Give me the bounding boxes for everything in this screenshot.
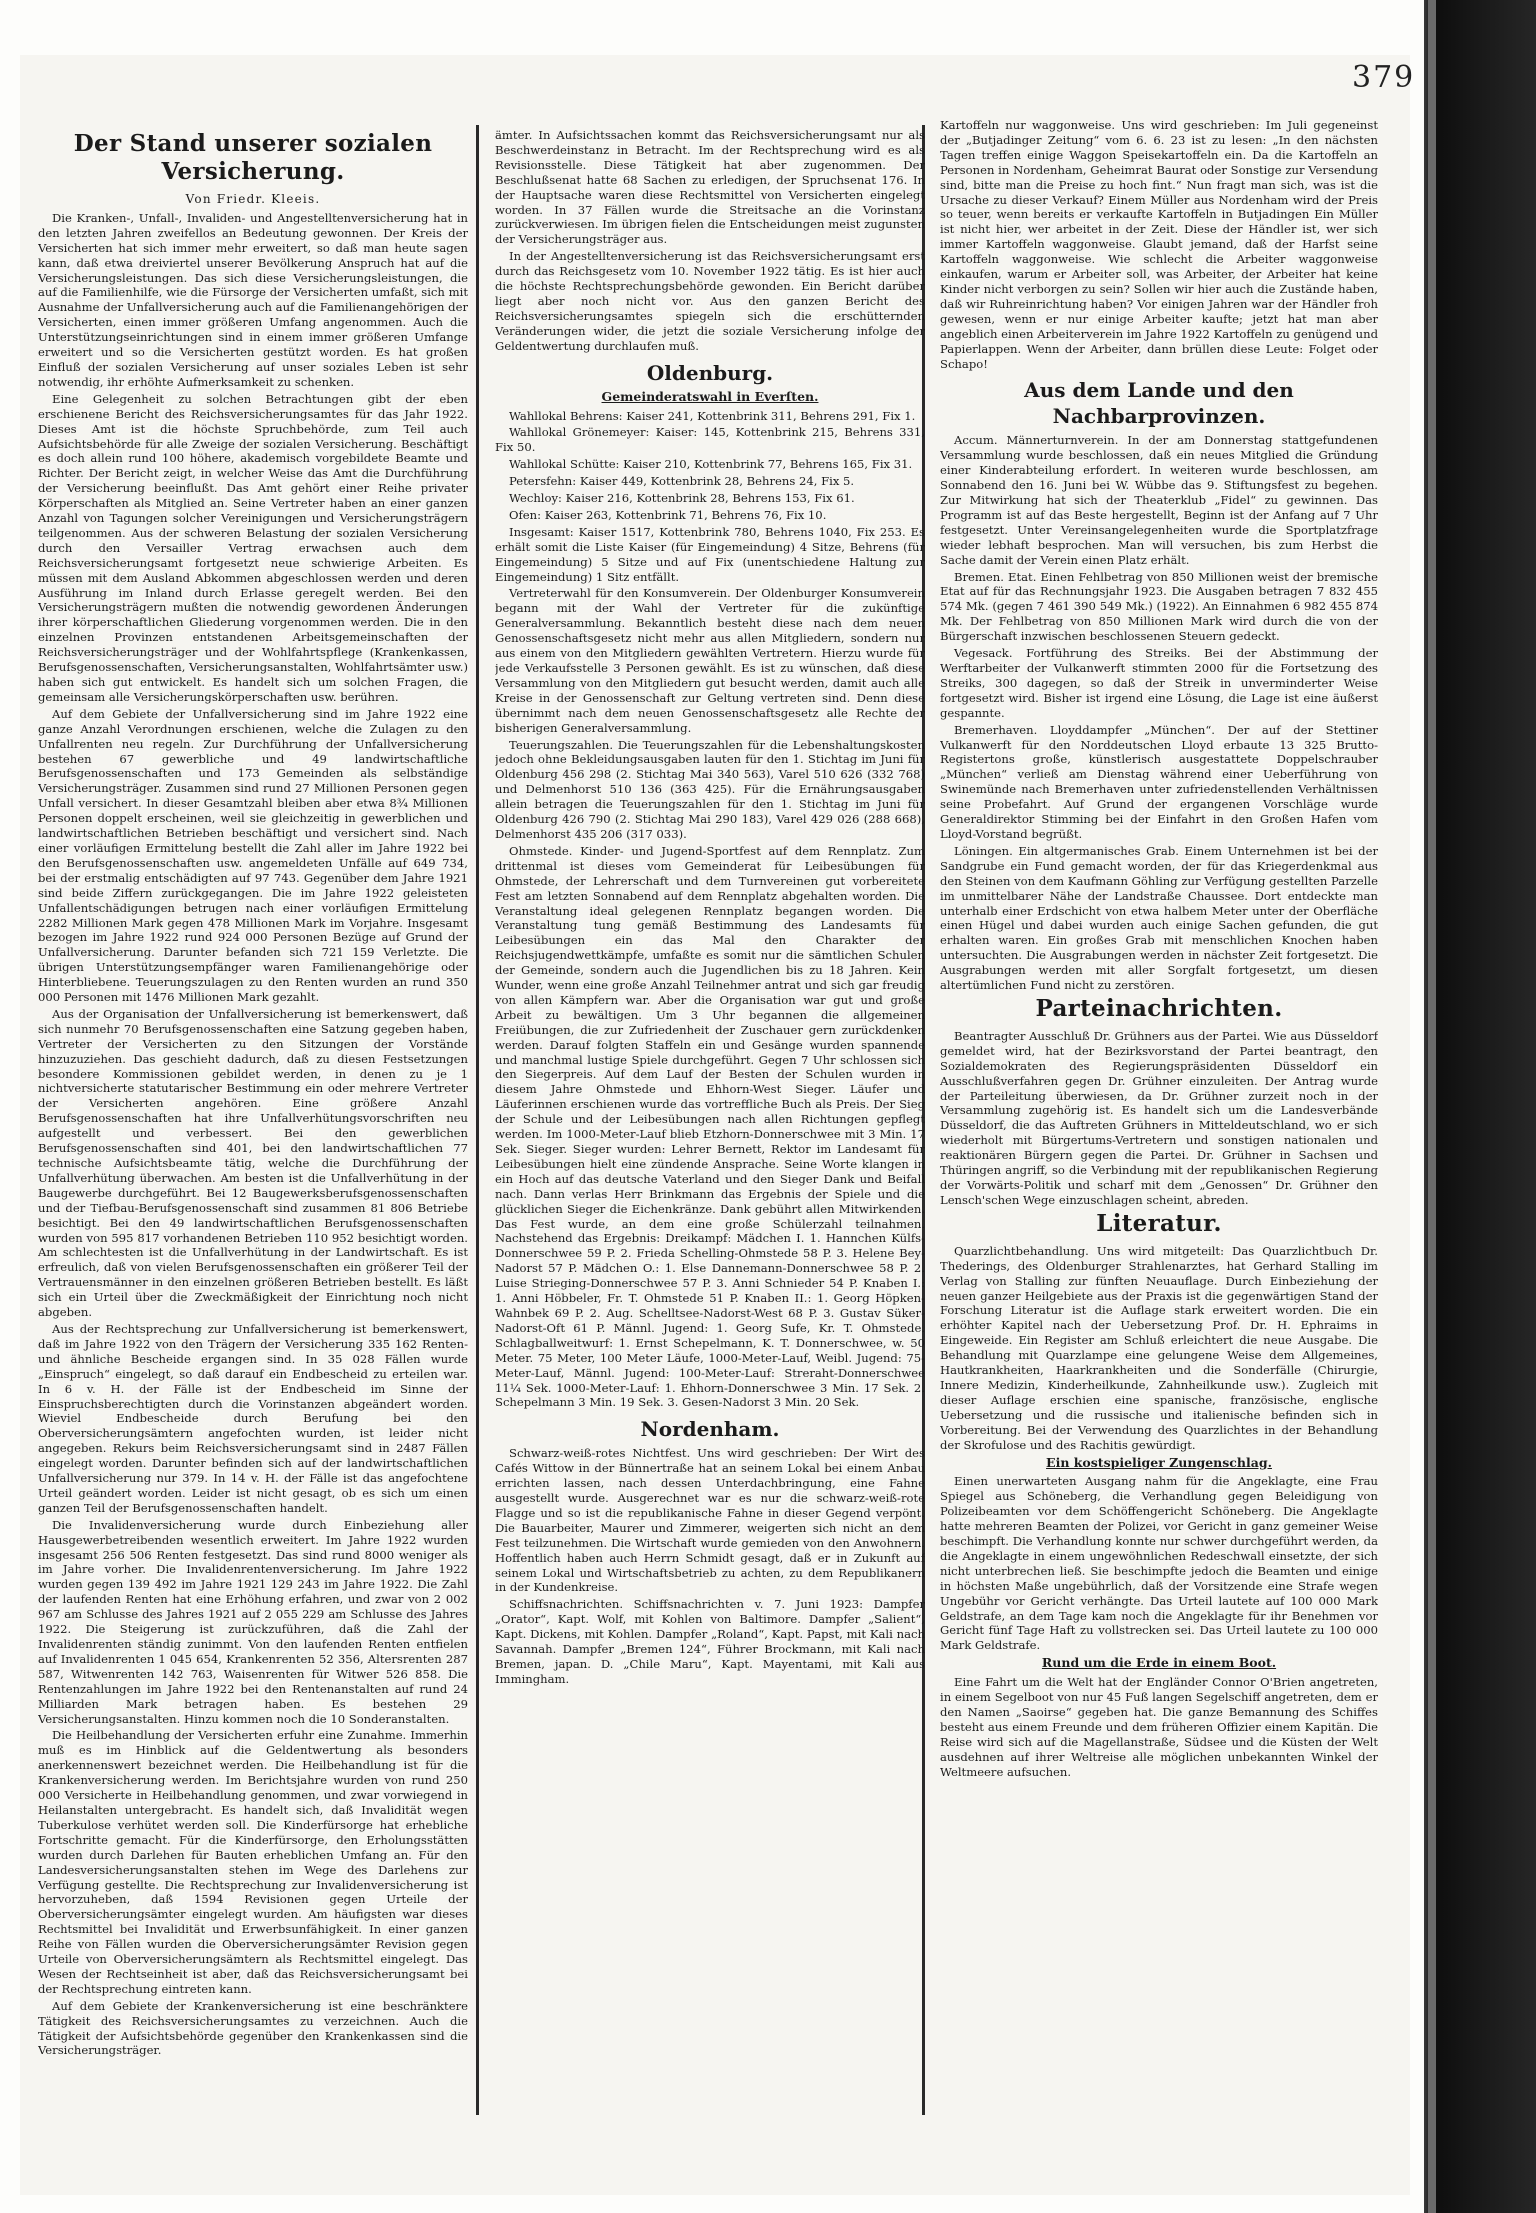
news-item: Eine Fahrt um die Welt hat der Engländer Connor O'Brien angetreten, in einem Segelboot von nur 45 Fuß langen Segelschiff angetreten, dem er den Namen „Saoirse“ gegeben hat. Die ganze Bemannung des Schiffes besteht aus einem Freunde und dem früheren Offizier einem Kapitän. Die Reise wird sich auf die Magellanstraße, Südsee und die Küsten der Welt ausdehnen auf ihrer Weltreise alle möglichen unbekannten Winkel der Weltmeere aufsuchen.	[940, 1675, 1378, 1779]
election-result: Wechloy: Kaiser 216, Kottenbrink 28, Behrens 153, Fix 61.	[509, 491, 855, 506]
subheading-zungenschlag: Ein kostspieliger Zungenschlag.	[1046, 1454, 1272, 1470]
subheading-rund-um-die-erde: Rund um die Erde in einem Boot.	[1041, 1655, 1277, 1671]
article-paragraph: Die Kranken-, Unfall-, Invaliden- und Angestelltenversicherung hat in den letzten Jahren zweifellos an Bedeutung gewonnen. Der Kreis der Versicherten hat sich immer mehr erweitert, so daß man heute sagen kann, daß etwa dreiviertel unserer Bevölkerung Anspruch hat auf die Versicherungsleistungen. Das sich diese Versicherungsleistungen, die auf die Familienhilfe, wie die Fürsorge der Versicherten umfaßt, sich mit Ausnahme der Unfallversicherung auch auf die Familienangehörigen der Versicherten, einen immer größeren Umfang angenommen. Auch die Unterstützungseinrichtungen sind in einem immer größeren Umfange erweitert und so die Versicherten gestützt worden. Es hat großen Einfluß der sozialen Versicherung auf unser soziales Leben ist sehr notwendig, ihr erhöhte Aufmerksamkeit zu schenken.	[38, 210, 468, 389]
election-result: Petersfehn: Kaiser 449, Kottenbrink 28, Behrens 24, Fix 5.	[509, 474, 855, 489]
election-result: Wahllokal Grönemeyer: Kaiser: 145, Kottenbrink 215, Behrens 331, Fix 50.	[495, 425, 925, 455]
column-2	[495, 128, 925, 2118]
news-item: Vegesack. Fortführung des Streiks. Bei der Abstimmung der Werftarbeiter der Vulkanwerft stimmten 2000 für die Fortsetzung des Streiks, 300 dagegen, so daß der Streik in unverminderter Weise fortgesetzt wird. Bisher ist irgend eine Lösung, die Lage ist eine äußerst gespannte.	[940, 646, 1378, 720]
news-item: Schwarz-weiß-rotes Nichtfest. Uns wird geschrieben: Der Wirt des Cafés Wittow in der Bünnertraße hat an seinem Lokal bei einem Anbau errichten lassen, nach dessen Unterdachbringung, eine Fahne ausgestellt wurde. Ausgerechnet war es nur die schwarz-weiß-rote Flagge und so ist die republikanische Fahne in dieser Gegend verpönt. Die Bauarbeiter, Maurer und Zimmerer, weigerten sich nicht an dem Fest teilzunehmen. Die Wirtschaft wurde gemieden von den Anwohnern. Hoffentlich haben auch Herrn Schmidt gesagt, daß er in Zukunft auf seinem Lokal und Wirtschaftsbetrieb zu achten, zu dem Republikanern in der Kundenkreise.	[495, 1446, 925, 1595]
election-result: Ofen: Kaiser 263, Kottenbrink 71, Behrens 76, Fix 10.	[509, 507, 827, 522]
article-headline: Der Stand unserer sozialen Versicherung.	[73, 130, 433, 185]
news-item: Einen unerwarteten Ausgang nahm für die Angeklagte, eine Frau Spiegel aus Schöneberg, die Verhandlung gegen Beleidigung von Polizeibeamten vor dem Schöffengericht Schöneberg. Die Angeklagte hatte mehreren Beamten der Polizei, vor Gericht in ganz gemeiner Weise beschimpft. Die Verhandlung konnte nur schwer durchgeführt werden, da die Angeklagte in einem ungewöhnlichen Redeschwall einsetzte, der sich nicht unterbrechen ließ. Sie beschimpfte jedoch die Beamten und einige in höchsten Maße ungebührlich, daß der Vorsitzende eine Strafe wegen Ungebühr vor Gericht verhängte. Das Urteil lautete auf 100 000 Mark Geldstrafe, an dem Tage kam noch die Angeklagte für ihr Benehmen vor Gericht fünf Tage Haft zu vollstrecken sei. Das Urteil lautete zu 100 000 Mark Geldstrafe.	[940, 1474, 1378, 1653]
article-paragraph: Auf dem Gebiete der Krankenversicherung ist eine beschränktere Tätigkeit des Reichsversicherungsamtes zu verzeichnen. Auch die Tätigkeit der Aufsichtsbehörde gegenüber den Krankenkassen sind die Versicherungsträger.	[38, 1998, 468, 2058]
news-item: Beantragter Ausschluß Dr. Grühners aus der Partei. Wie aus Düsseldorf gemeldet wird, hat der Bezirksvorstand der Partei beantragt, den Sozialdemokraten des Regierungspräsidenten Düsseldorf ein Ausschlußverfahren gegen Dr. Grühner einzuleiten. Der Antrag wurde der Parteileitung überwiesen, da Dr. Grühner zurzeit noch in der Versammlung zugehörig ist. Es handelt sich um die Landesverbände Düsseldorf, die das Auftreten Grühners in Mitteldeutschland, wo er sich wiederholt mit Bürgertums-Vertretern und sonstigen nationalen und reaktionären Bürgern gegen die Partei. Dr. Grühner in Sachsen und Thüringen angriff, so die Verbindung mit der republikanischen Regierung der Vorwärts-Politik und scharf mit dem „Genossen“ Dr. Grühner den Lensch'schen Wege einzuschlagen scheint, abreden.	[940, 1028, 1378, 1207]
article-byline: Von Friedr. Kleeis.	[185, 192, 321, 206]
page-number: 379	[1352, 60, 1416, 95]
election-result: Wahllokal Behrens: Kaiser 241, Kottenbrink 311, Behrens 291, Fix 1.	[509, 408, 916, 423]
news-item: Quarzlichtbehandlung. Uns wird mitgeteilt: Das Quarzlichtbuch Dr. Thederings, des Oldenburger Strahlenarztes, hat Gerhard Stalling im Verlag von Stalling zur fünften Neuauflage. Durch Einbeziehung der neuen ganzer Heilgebiete aus der Praxis ist die gegenwärtigen Stand der Forschung Literatur ist die Auflage stark erweitert worden. Die ein erhöhter Kapitel nach der Uebersetzung Prof. Dr. H. Ephraims in Eingeweide. Ein Register am Schluß erleichtert die neue Ausgabe. Die Behandlung mit Quarzlampe eine gelungene Weise dem Allgemeines, Hautkrankheiten, Haarkrankheiten und die Sonderfälle (Chirurgie, Innere Medizin, Kinderheilkunde, Zahnheilkunde usw.). Zugleich mit dieser Auflage erschien eine spanische, französische, englische Uebersetzung und die russische und italienische befinden sich in Vorbereitung. Bei der Verwendung des Quarzlichtes in der Behandlung der Skrofulose und des Rachitis gewürdigt.	[940, 1243, 1378, 1452]
page-edge	[1424, 0, 1536, 2213]
article-paragraph: Auf dem Gebiete der Unfallversicherung sind im Jahre 1922 eine ganze Anzahl Verordnungen erschienen, welche die Zulagen zu den Unfallrenten neu regeln. Zur Durchführung der Unfallversicherung bestehen 67 gewerbliche und 49 landwirtschaftliche Berufsgenossenschaften und 173 Gemeinden als selbständige Versicherungsträger. Zusammen sind rund 27 Millionen Personen gegen Unfall versichert. In dieser Gesamtzahl bleiben aber etwa 8¾ Millionen Personen doppelt erscheinen, weil sie gleichzeitig in gewerblichen und landwirtschaftlichen Betrieben beschäftigt und versichert sind. Nach einer vorläufigen Ermittelung bestellt die Zahl aller im Jahre 1922 bei den Berufsgenossenschaften usw. angemeldeten Unfälle auf 649 734, bei der erstmalig entschädigten auf 97 743. Gegenüber dem Jahre 1921 sind beide Ziffern zurückgegangen. Die im Jahre 1922 geleisteten Unfallentschädigungen betrugen nach einer vorläufigen Ermittelung 2282 Millionen Mark gegen 478 Millionen Mark im Vorjahre. Insgesamt bezogen im Jahre 1922 rund 924 000 Personen Bezüge auf Grund der Unfallversicherung. Darunter befanden sich 721 159 Verletzte. Die übrigen Unterstützungsempfänger waren Familienangehörige oder Hinterbliebene. Teuerungszulagen zu den Renten wurden an rund 350 000 Personen mit 1476 Millionen Mark gezahlt.	[38, 706, 468, 1005]
news-item: Kartoffeln nur waggonweise. Uns wird geschrieben: Im Juli gegeneinst der „Butjadinger Zeitung“ vom 6. 6. 23 ist zu lesen: „In den nächsten Tagen treffen einige Waggon Speisekartoffeln ein. Da die Kartoffeln an Personen in Nordenham, Geheimrat Baurat oder Sonstige zur Versendung sind, bitte man die Preise zu hoch fint.“ Nun fragt man sich, was ist die Ursache zu dieser Verkauf? Einem Müller aus Nordenham wird der Preis so teuer, wenn bereits er verkaufte Kartoffeln in Butjadingen Ein Müller ist nicht hier, wer arbeitet in der Zeit. Diese der Händler ist, wer sich immer Kartoffeln waggonweise. Glaubt jemand, daß der Harfst seine Kartoffeln waggonweise. Wie schlecht die Arbeiter waggonweise einkaufen, warum er Arbeiter soll, was Arbeiter, der Arbeiter hat keine Kinder nicht verborgen zu sein? Sollen wir hier auch die Zustände haben, daß wir Ruhreinrichtung haben? Vor einigen Jahren war der Händler froh gewesen, wenn er nur einige Arbeiter kaufte; jetzt hat man aber angeblich einen Arbeiterverein im Jahre 1922 Kartoffeln zu genügend und Papierlappen. Wenn der Arbeiter, dann brüllen diese Leute: Folget oder Schapo!	[940, 118, 1378, 371]
election-result: Wahllokal Schütte: Kaiser 210, Kottenbrink 77, Behrens 165, Fix 31.	[509, 457, 913, 472]
article-paragraph: In der Angestelltenversicherung ist das Reichsversicherungsamt erst durch das Reichsgesetz vom 10. November 1922 tätig. Es ist hier auch die höchste Rechtsprechungsbehörde gewonden. Ein Bericht darüber liegt aber noch nicht vor. Aus den ganzen Bericht des Reichsversicherungsamtes spiegeln sich die erschütternden Veränderungen wider, die jetzt die soziale Versicherung infolge der Geldentwertung durchlaufen muß.	[495, 249, 925, 353]
column-3	[940, 118, 1378, 2108]
section-heading-nordenham: Nordenham.	[640, 1417, 780, 1442]
article-paragraph: Aus der Rechtsprechung zur Unfallversicherung ist bemerkenswert, daß im Jahre 1922 von den Trägern der Versicherung 335 162 Renten- und ähnliche Bescheide ergangen sind. In 35 028 Fällen wurde „Einspruch“ eingelegt, so daß darauf ein Endbescheid zu erteilen war. In 6 v. H. der Fälle ist der Endbescheid im Sinne der Einspruchsberechtigten durch die Vorinstanzen abgeändert worden. Wieviel Endbescheide durch Berufung bei den Oberversicherungsämtern angefochten wurden, ist leider nicht angegeben. Rekurs beim Reichsversicherungsamt sind in 2487 Fällen eingelegt worden. Darunter befinden sich auf der landwirtschaftlichen Unfallversicherung nur 379. In 14 v. H. der Fälle ist das angefochtene Urteil geändert worden. Leider ist nicht gesagt, ob es sich um einen ganzen Teil der Berufsgenossenschaften handelt.	[38, 1321, 468, 1515]
news-item: Accum. Männerturnverein. In der am Donnerstag stattgefundenen Versammlung wurde beschlossen, daß ein neues Mitglied die Gründung einer Kinderabteilung erfordert. In weiteren wurde beschlossen, am Sonnabend den 16. Juni bei W. Wübbe das 9. Stiftungsfest zu begehen. Zur Mitwirkung hat sich der Theaterklub „Fidel“ zu gewinnen. Das Programm ist auf das Beste hergestellt, Beginn ist der Anfang auf 7 Uhr festgesetzt. Unter Vereinsangelegenheiten wurde die Sportplatzfrage wieder lebhaft besprochen. Man will versuchen, bis zum Herbst die Sache damit der Verein einen Platz erhält.	[940, 433, 1378, 567]
news-item: Schiffsnachrichten. Schiffsnachrichten v. 7. Juni 1923: Dampfer „Orator“, Kapt. Wolf, mit Kohlen von Baltimore. Dampfer „Salient“, Kapt. Dickens, mit Kohlen. Dampfer „Roland“, Kapt. Papst, mit Kali nach Savannah. Dampfer „Bremen 124“, Führer Brockmann, mit Kali nach Bremen, japan. D. „Chile Maru“, Kapt. Mayentami, mit Kali aus Immingham.	[495, 1597, 925, 1686]
news-item: Teuerungszahlen. Die Teuerungszahlen für die Lebenshaltungskosten jedoch ohne Bekleidungsausgaben lauten für den 1. Stichtag im Juni für Oldenburg 456 298 (2. Stichtag Mai 340 563), Varel 510 626 (332 768) und Delmenhorst 510 136 (363 425). Für die Ernährungsausgaben allein betragen die Teuerungszahlen für den 1. Stichtag im Juni für Oldenburg 426 790 (2. Stichtag Mai 290 183), Varel 429 026 (288 668), Delmenhorst 435 206 (317 033).	[495, 737, 925, 841]
news-item: Bremen. Etat. Einen Fehlbetrag von 850 Millionen weist der bremische Etat auf für das Rechnungsjahr 1923. Die Ausgaben betragen 7 832 455 574 Mk. (gegen 7 461 390 549 Mk.) (1922). An Einnahmen 6 982 455 874 Mk. Der Fehlbetrag von 850 Millionen Mark wird durch die von der Bürgerschaft inzwischen beschlossenen Steuern gedeckt.	[940, 569, 1378, 644]
news-item: Vertreterwahl für den Konsumverein. Der Oldenburger Konsumverein begann mit der Wahl der Vertreter für die zukünftige Generalversammlung. Bekanntlich besteht diese nach dem neuen Genossenschaftsgesetz nicht mehr aus allen Mitgliedern, sondern nur aus einem von den Mitgliedern gewählten Vertretern. Hierzu wurde für jede Verkaufsstelle 3 Personen gewählt. Es ist zu wünschen, daß diese Versammlung von den Mitgliedern gut besucht werden, damit auch alle Kreise in der Genossenschaft zur Geltung vertreten sind. Denn diese übernimmt nach dem neuen Genossenschaftsgesetz alle Rechte der bisherigen Generalversammlung.	[495, 586, 925, 735]
article-paragraph: Die Invalidenversicherung wurde durch Einbeziehung aller Hausgewerbetreibenden wesentlich erweitert. Im Jahre 1922 wurden insgesamt 256 506 Renten festgesetzt. Das sind rund 8000 weniger als im Jahre vorher. Die Invalidenrentenversicherung. Im Jahre 1922 wurden gegen 139 492 im Jahre 1921 129 243 im Jahre 1922. Die Zahl der laufenden Renten hat eine Erhöhung erfahren, und zwar von 2 002 967 am Schlusse des Jahres 1921 auf 2 055 229 am Schlusse des Jahres 1922. Die Steigerung ist zurückzuführen, daß die Zahl der Invalidenrenten ständig zunimmt. Von den laufenden Renten entfielen auf Invalidenrenten 1 045 654, Krankenrenten 52 356, Altersrenten 287 587, Witwenrenten 142 763, Waisenrenten für Witwer 526 858. Die Rentenzahlungen im Jahre 1922 bei den Rentenanstalten auf rund 24 Milliarden Mark betragen haben. Es bestehen 29 Versicherungsanstalten. Hinzu kommen noch die 10 Sonderanstalten.	[38, 1517, 468, 1726]
section-heading-aus-dem-lande: Aus dem Lande und den Nachbarprovinzen.	[1024, 378, 1294, 429]
section-heading-oldenburg: Oldenburg.	[646, 360, 774, 385]
election-result: Insgesamt: Kaiser 1517, Kottenbrink 780, Behrens 1040, Fix 253. Es erhält somit die Liste Kaiser (für Eingemeindung) 4 Sitze, Behrens (für Eingemeindung) 5 Sitze und auf Fix (unentschiedene Haltung zur Eingemeindung) 1 Sitz entfällt.	[495, 524, 925, 584]
section-heading-literatur: Literatur.	[1096, 1209, 1222, 1237]
article-paragraph: Aus der Organisation der Unfallversicherung ist bemerkenswert, daß sich nunmehr 70 Berufsgenossenschaften eine Satzung gegeben haben, Vertreter der Versicherten zu den Sitzungen der Vorstände hinzuzuziehen. Das geschieht dadurch, daß zu diesen Festsetzungen besondere Kommissionen gebildet werden, in denen zu je 1 nichtversicherte statutarischer Bestimmung ein oder mehrere Vertreter der Versicherten angehören. Eine größere Anzahl Berufsgenossenschaften hat ihre Unfallverhütungsvorschriften neu aufgestellt und verbessert. Bei den gewerblichen Berufsgenossenschaften sind 401, bei den landwirtschaftlichen 77 technische Aufsichtsbeamte tätig, welche die Durchführung der Unfallverhütung überwachen. Am besten ist die Unfallverhütung in der Baugewerbe durchgeführt. Bei 12 Baugewerksberufsgenossenschaften und der Tiefbau-Berufsgenossenschaft sind zusammen 81 806 Betriebe besichtigt. Bei den 49 landwirtschaftlichen Berufsgenossenschaften wurden von 595 817 vorhandenen Betrieben 110 952 besichtigt worden. Am schlechtesten ist die Unfallverhütung in der Landwirtschaft. Es ist erfreulich, daß von vielen Berufsgenossenschaften ein größerer Teil der Vertrauensmänner in den einzelnen größeren Betrieben bestellt. Es läßt sich ein Urteil über die Zweckmäßigkeit der Einrichtung noch nicht abgeben.	[38, 1006, 468, 1320]
news-item: Ohmstede. Kinder- und Jugend-Sportfest auf dem Rennplatz. Zum drittenmal ist dieses vom Gemeinderat für Leibesübungen für Ohmstede, der Lehrerschaft und dem Turnvereinen gut vorbereitete Fest am letzten Sonnabend auf dem Rennplatz abgehalten worden. Die Veranstaltung ideal gelegenen Rennplatz begangen worden. Die Veranstaltung tung gemäß Bestimmung des Landesamts für Leibesübungen ein das Mal den Charakter der Reichsjugendwettkämpfe, umfaßte es somit nur die sämtlichen Schulen der Gemeinde, sondern auch die Jugendlichen bis zu 18 Jahren. Kein Wunder, wenn eine große Anzahl Teilnehmer antrat und sich gar freudig von allen Kämpfern war. Aber die Organisation war gut und große Arbeit zu bewältigen. Um 3 Uhr begannen die allgemeinen Freiübungen, die zur Zufriedenheit der Zuschauer gern zurückdenken werden. Darauf folgten Staffeln ein und Gesänge wurden spannende und manchmal lustige Spiele durchgeführt. Gegen 7 Uhr schlossen sich den Siegerpreis. Auf dem Lauf der Besten der Schulen wurden in diesem Jahre Ohmstede und Ehhorn-West Sieger. Läufer und Läuferinnen erschienen wurde das vortreffliche Buch als Preis. Der Sieg der Schule und der Leibesübungen nach allen Richtungen gepflegt werden. Im 1000-Meter-Lauf blieb Etzhorn-Donnerschwee mit 3 Min. 17 Sek. Sieger. Sieger wurden: Lehrer Bernett, Rektor im Landesamt für Leibesübungen hielt eine zündende Ansprache. Seine Worte klangen in ein Hoch auf das deutsche Vaterland und den Sieger Dank und Beifall nach. Dann verlas Herr Brinkmann das Ergebnis der Spiele und die glücklichen Sieger die Eichenkränze. Dank gebührt allen Mitwirkenden. Das Fest wurde, an dem eine große Schülerzahl teilnahmen. Nachstehend das Ergebnis: Dreikampf: Mädchen I. 1. Hannchen Külfs-Donnerschwee 59 P. 2. Frieda Schelling-Ohmstede 58 P. 3. Helene Bey-Nadorst 57 P. Mädchen O.: 1. Else Dannemann-Donnerschwee 58 P. 2. Luise Strieging-Donnerschwee 57 P. 3. Anni Schnieder 54 P. Knaben I.: 1. Anni Höbbeler, Fr. T. Ohmstede 51 P. Knaben II.: 1. Georg Höpken-Wahnbek 69 P. 2. Aug. Schelltsee-Nadorst-West 68 P. 3. Gustav Süker-Nadorst-Oft 61 P. Männl. Jugend: 1. Georg Sufe, Kr. T. Ohmstede. Schlagballweitwurf: 1. Ernst Schepelmann, K. T. Donnerschwee, w. 50 Meter. 75 Meter, 100 Meter Läufe, 1000-Meter-Lauf, Weibl. Jugend: 75-Meter-Lauf, Männl. Jugend: 100-Meter-Lauf: Streraht-Donnerschwee 11¼ Sek. 1000-Meter-Lauf: 1. Ehhorn-Donnerschwee 3 Min. 17 Sek. 2. Schepelmann 3 Min. 19 Sek. 3. Gesen-Nadorst 3 Min. 20 Sek.	[495, 843, 925, 1410]
news-item: Löningen. Ein altgermanisches Grab. Einem Unternehmen ist bei der Sandgrube ein Fund gemacht worden, der für das Kriegerdenkmal aus den Steinen von dem Kaufmann Göhling zur Verfügung gestellten Parzelle im unmittelbarer Nähe der Landstraße Chaussee. Dort entdeckte man unterhalb einer Erdschicht von etwa halbem Meter unter der Oberfläche einen Hügel und dabei wurden auch einige Sachen gefunden, die gut erhalten waren. Ein großes Grab mit menschlichen Knochen haben untersuchten. Die Ausgrabungen werden in nächster Zeit fortgesetzt. Die Ausgrabungen werden mit aller Sorgfalt fortgesetzt, um diesen altertümlichen Fund nicht zu zerstören.	[940, 843, 1378, 993]
subheading-gemeinderatswahl: Gemeinderatswahl in Everſten.	[601, 388, 819, 404]
article-paragraph: ämter. In Aufsichtssachen kommt das Reichsversicherungsamt nur als Beschwerdeinstanz in Betracht. Im der Rechtsprechung wird es als Revisionsstelle. Diese Tätigkeit hat aber zugenommen. Der Beschlußsenat hatte 68 Sachen zu erledigen, der Spruchsenat 176. In der Hauptsache waren diese Rechtsmittel von Versicherten eingelegt worden. In 37 Fällen wurde die Streitsache an die Vorinstanz zurückverwiesen. Im übrigen fielen die Entscheidungen meist zugunsten der Versicherungsträger aus.	[495, 128, 925, 247]
column-rule	[476, 125, 479, 2115]
article-paragraph: Die Heilbehandlung der Versicherten erfuhr eine Zunahme. Immerhin muß es im Hinblick auf die Geldentwertung als besonders anerkennenswert bezeichnet werden. Die Heilbehandlung ist für die Krankenversicherung werden. Im Berichtsjahre wurden von rund 250 000 Versicherte in Heilbehandlung genommen, und zwar vorwiegend in Heilanstalten untergebracht. Es handelt sich, daß Invalidität wegen Tuberkulose verhütet werden soll. Die Kinderfürsorge hat erhebliche Fortschritte gemacht. Für die Kinderfürsorge, den Erholungsstätten wurden durch Darlehen für Bauten erheblichen Umfang an. Für den Landesversicherungsanstalten stehen im Wege des Darlehens zur Verfügung gestellte. Die Rechtsprechung zur Invalidenversicherung ist hervorzuheben, daß 1594 Revisionen gegen Urteile der Oberversicherungsämter eingelegt wurden. Am häufigsten war dieses Rechtsmittel bei Invalidität und Erwerbsunfähigkeit. In einer ganzen Reihe von Fällen wurden die Oberversicherungsämter Revision gegen Urteile von Oberversicherungsämtern als Rechtsmittel eingelegt. Das Wesen der Rechtseinheit ist aber, daß das Reichsversicherungsamt bei der Rechtsprechung eintreten kann.	[38, 1728, 468, 1996]
section-heading-parteinachrichten: Parteinachrichten.	[1035, 994, 1283, 1022]
column-1	[38, 130, 468, 2120]
article-paragraph: Eine Gelegenheit zu solchen Betrachtungen gibt der eben erschienene Bericht des Reichsversicherungsamtes für das Jahr 1922. Dieses Amt ist die höchste Spruchbehörde, zum Teil auch Aufsichtsbehörde für alle Zweige der sozialen Versicherung. Beschäftigt es doch allein rund 100 höhere, akademisch vorgebildete Beamte und Richter. Der Bericht zeigt, in welcher Weise das Amt die Durchführung der Versicherung beeinflußt. Das Amt gehört einer Reihe privater Körperschaften als Mitglied an. Seine Vertreter haben an einer ganzen Anzahl von Tagungen solcher Vereinigungen und Versicherungsträgern teilgenommen. Aus der schweren Belastung der sozialen Versicherung durch den Versailler Vertrag erwachsen auch dem Reichsversicherungsamt fortgesetzt neue schwierige Arbeiten. Es müssen mit dem Ausland Abkommen abgeschlossen werden und deren Ausführung im Inland durch Erlasse geregelt werden. Bei den Versicherungsträgern mußten die notwendig gewordenen Änderungen ihrer körperschaftlichen Gliederung vorgenommen werden. Die in den einzelnen Provinzen entstandenen Arbeitsgemeinschaften der Reichsversicherungsträger und der Wohlfahrtspflege (Krankenkassen, Berufsgenossenschaften, Versicherungsanstalten, Wohlfahrtsämter usw.) haben sich gut entwickelt. Es handelt sich um solchen Fragen, die gemeinsam alle Versicherungskörperschaften usw. berühren.	[38, 391, 468, 704]
news-item: Bremerhaven. Lloyddampfer „München“. Der auf der Stettiner Vulkanwerft für den Norddeutschen Lloyd erbaute 13 325 Brutto-Registertons große, künstlerisch ausgestattete Doppelschrauber „München“ verließ am Dienstag während einer Ueberführung von Swinemünde nach Bremerhaven unter zufriedenstellenden Verhältnissen seine Probefahrt. Auf Grund der ergangenen Vorschläge wurde Generaldirektor Stimming bei der Einfahrt in den Großen Hafen vom Lloyd-Vorstand begrüßt.	[940, 722, 1378, 841]
